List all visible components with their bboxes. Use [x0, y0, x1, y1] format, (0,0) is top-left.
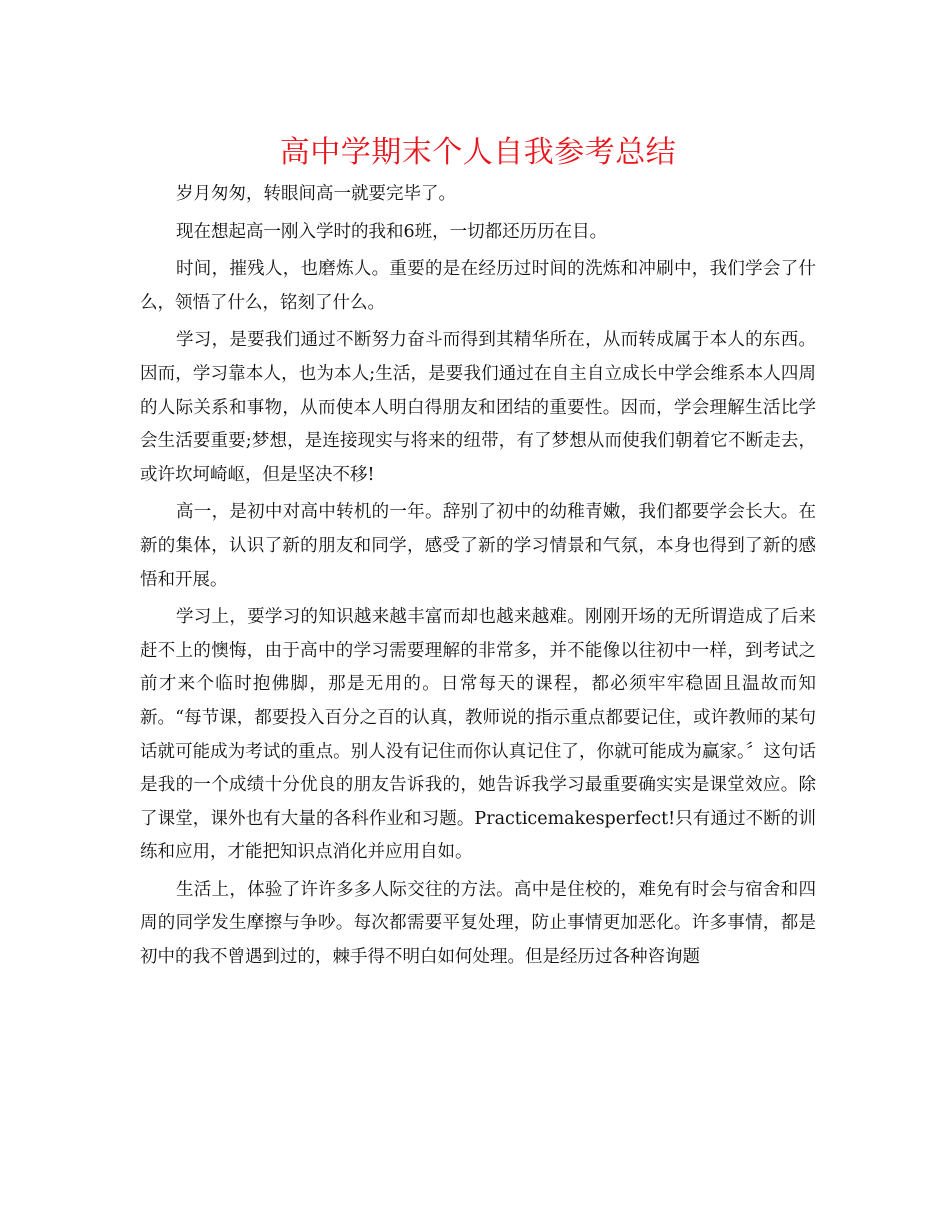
- paragraph-7: 生活上，体验了许许多多人际交往的方法。高中是住校的，难免有时会与宿舍和四周的同学发生摩擦与争吵。每次都需要平复处理，防止事情更加恶化。许多事情，都是初中的我不曾遇到过的，棘手得不明白如何处理。但是经历过各种咨询题: [140, 879, 816, 968]
- paragraph-1: 岁月匆匆，转眼间高一就要完毕了。: [176, 184, 456, 204]
- paragraph-6: 学习上，要学习的知识越来越丰富而却也越来越难。刚刚开场的无所谓造成了后来赶不上的懊悔，由于高中的学习需要理解的非常多，并不能像以往初中一样，到考试之前才来个临时抱佛脚，那是无用的。日常每天的课程，都必须牢牢稳固且温故而知新。“每节课，都要投入百分之百的认真，教师说的指示重点都要记住，或许教师的某句话就可能成为考试的重点。别人没有记住而你认真记住了，你就可能成为赢家。〞这句话是我的一个成绩十分优良的朋友告诉我的，她告诉我学习最重要确实实是课堂效应。除了课堂，课外也有大量的各科作业和习题。Practicemakesperfect!只有通过不断的训练和应用，才能把知识点消化并应用自如。: [140, 607, 816, 863]
- paragraph-5: 高一，是初中对高中转机的一年。辞别了初中的幼稚青嫩，我们都要学会长大。在新的集体，认识了新的朋友和同学，感受了新的学习情景和气氛，本身也得到了新的感悟和开展。: [140, 502, 816, 590]
- paragraph-4: 学习，是要我们通过不断努力奋斗而得到其精华所在，从而转成属于本人的东西。因而，学习靠本人，也为本人;生活，是要我们通过在自主自立成长中学会维系本人四周的人际关系和事物，从而使本人明白得朋友和团结的重要性。因而，学会理解生活比学会生活要重要;梦想，是连接现实与将来的纽带，有了梦想从而使我们朝着它不断走去，或许坎坷崎岖，但是坚决不移!: [140, 330, 816, 485]
- paragraph-2: 现在想起高一刚入学时的我和6班，一切都还历历在目。: [176, 221, 608, 242]
- document-title: 高中学期末个人自我参考总结: [279, 135, 677, 170]
- paragraph-3: 时间，摧残人，也磨炼人。重要的是在经历过时间的洗炼和冲刷中，我们学会了什么，领悟了什么，铭刻了什么。: [140, 259, 816, 313]
- document-page: [140, 128, 816, 979]
